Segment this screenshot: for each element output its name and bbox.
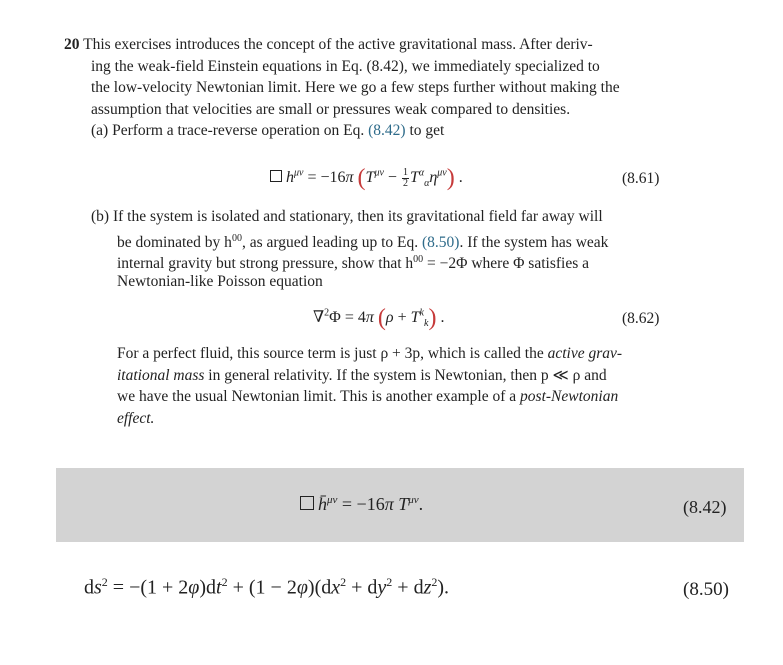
intro-line-4: assumption that velocities are small or pressures weak compared to densities.: [91, 100, 571, 118]
equation-8-61: $h^{\mu\nu} = -16\pi$ ($T^{\mu\nu}$ − $\frac{1}{2}$ $T^\alpha_\alpha\eta^{\mu\nu}$) .: [270, 165, 463, 192]
dalembertian-box: [270, 170, 282, 182]
part-b-text-2b: , as argued leading up to Eq.: [241, 233, 419, 251]
exercise-intro: [64, 34, 664, 56]
eq-ref-842[interactable]: (8.42): [368, 122, 406, 139]
closing-text-3: we have the usual Newtonian limit. This is another example of a: [117, 388, 517, 405]
exercise-number: 20: [64, 36, 80, 53]
part-a-text-after: to get: [409, 122, 445, 139]
eq-number-8-50: (8.50): [683, 579, 729, 600]
part-b-text-2a: be dominated by h: [117, 233, 232, 251]
closing-line-2: [117, 365, 664, 387]
eq-number-8-61: (8.61): [622, 170, 660, 187]
equation-8-50: $ds^2 = -(1 + 2\varphi)dt^2 + (1 - 2\varphi)(dx^2 + dy^2 + dz^2)$.: [84, 575, 450, 599]
part-b-text-1: If the system is isolated and stationary, then its gravitational field far away will: [112, 208, 603, 225]
closing-em-2: itational mass: [117, 366, 205, 384]
intro-line-2-wrap: [91, 56, 664, 78]
closing-text-1: For a perfect fluid, this source term is just ρ + 3p, which is called the: [117, 345, 544, 362]
eq-number-8-62: (8.62): [622, 310, 660, 327]
eq-ref-850[interactable]: (8.50): [422, 233, 460, 251]
closing-line-4: [117, 408, 664, 430]
closing-em-4: effect.: [117, 409, 155, 427]
part-b-line-1: [91, 206, 664, 228]
intro-line-1: This exercises introduces the concept of the active gravitational mass. After deriv-: [83, 36, 593, 53]
part-a: [91, 120, 664, 142]
intro-line-2: ing the weak-field Einstein equations in Eq. (8.42), we immediately specialized to: [91, 57, 600, 75]
part-b-label: (b): [91, 208, 110, 225]
closing-text-2: in general relativity. If the system is Newtonian, then p ≪ ρ and: [208, 366, 607, 384]
intro-line-4-wrap: [91, 99, 664, 121]
equation-8-42: h̄$^{\mu\nu}$ = −16π $T^{\mu\nu}$.: [300, 494, 423, 515]
closing-line-3: [117, 386, 664, 408]
part-b-text-3a: internal gravity but strong pressure, show that h: [117, 255, 414, 273]
part-a-text-before: Perform a trace-reverse operation on Eq.: [112, 122, 365, 139]
closing-em-3: post-Newtonian: [520, 388, 619, 405]
part-b-sup-2: 00: [231, 232, 242, 244]
intro-line-3-wrap: [91, 77, 664, 99]
part-b-sup-3: 00: [413, 254, 424, 265]
closing-em-1: active grav-: [547, 345, 623, 362]
closing-line-1: [117, 343, 664, 365]
eq-number-8-42: (8.42): [683, 497, 727, 517]
part-b-text-4: Newtonian-like Poisson equation: [117, 272, 323, 290]
part-b-line-4: [117, 271, 664, 293]
part-b-text-2c: . If the system has weak: [459, 233, 609, 251]
intro-line-3: the low-velocity Newtonian limit. Here we go a few steps further without making the: [91, 79, 620, 96]
equation-8-62: ∇$^2$Φ = 4π $(\rho + T^k_k)$ .: [313, 305, 445, 331]
dalembertian-box-842: [300, 496, 314, 510]
part-a-label: (a): [91, 122, 109, 139]
part-b-text-3b: = −2Φ where Φ satisfies a: [423, 255, 589, 273]
